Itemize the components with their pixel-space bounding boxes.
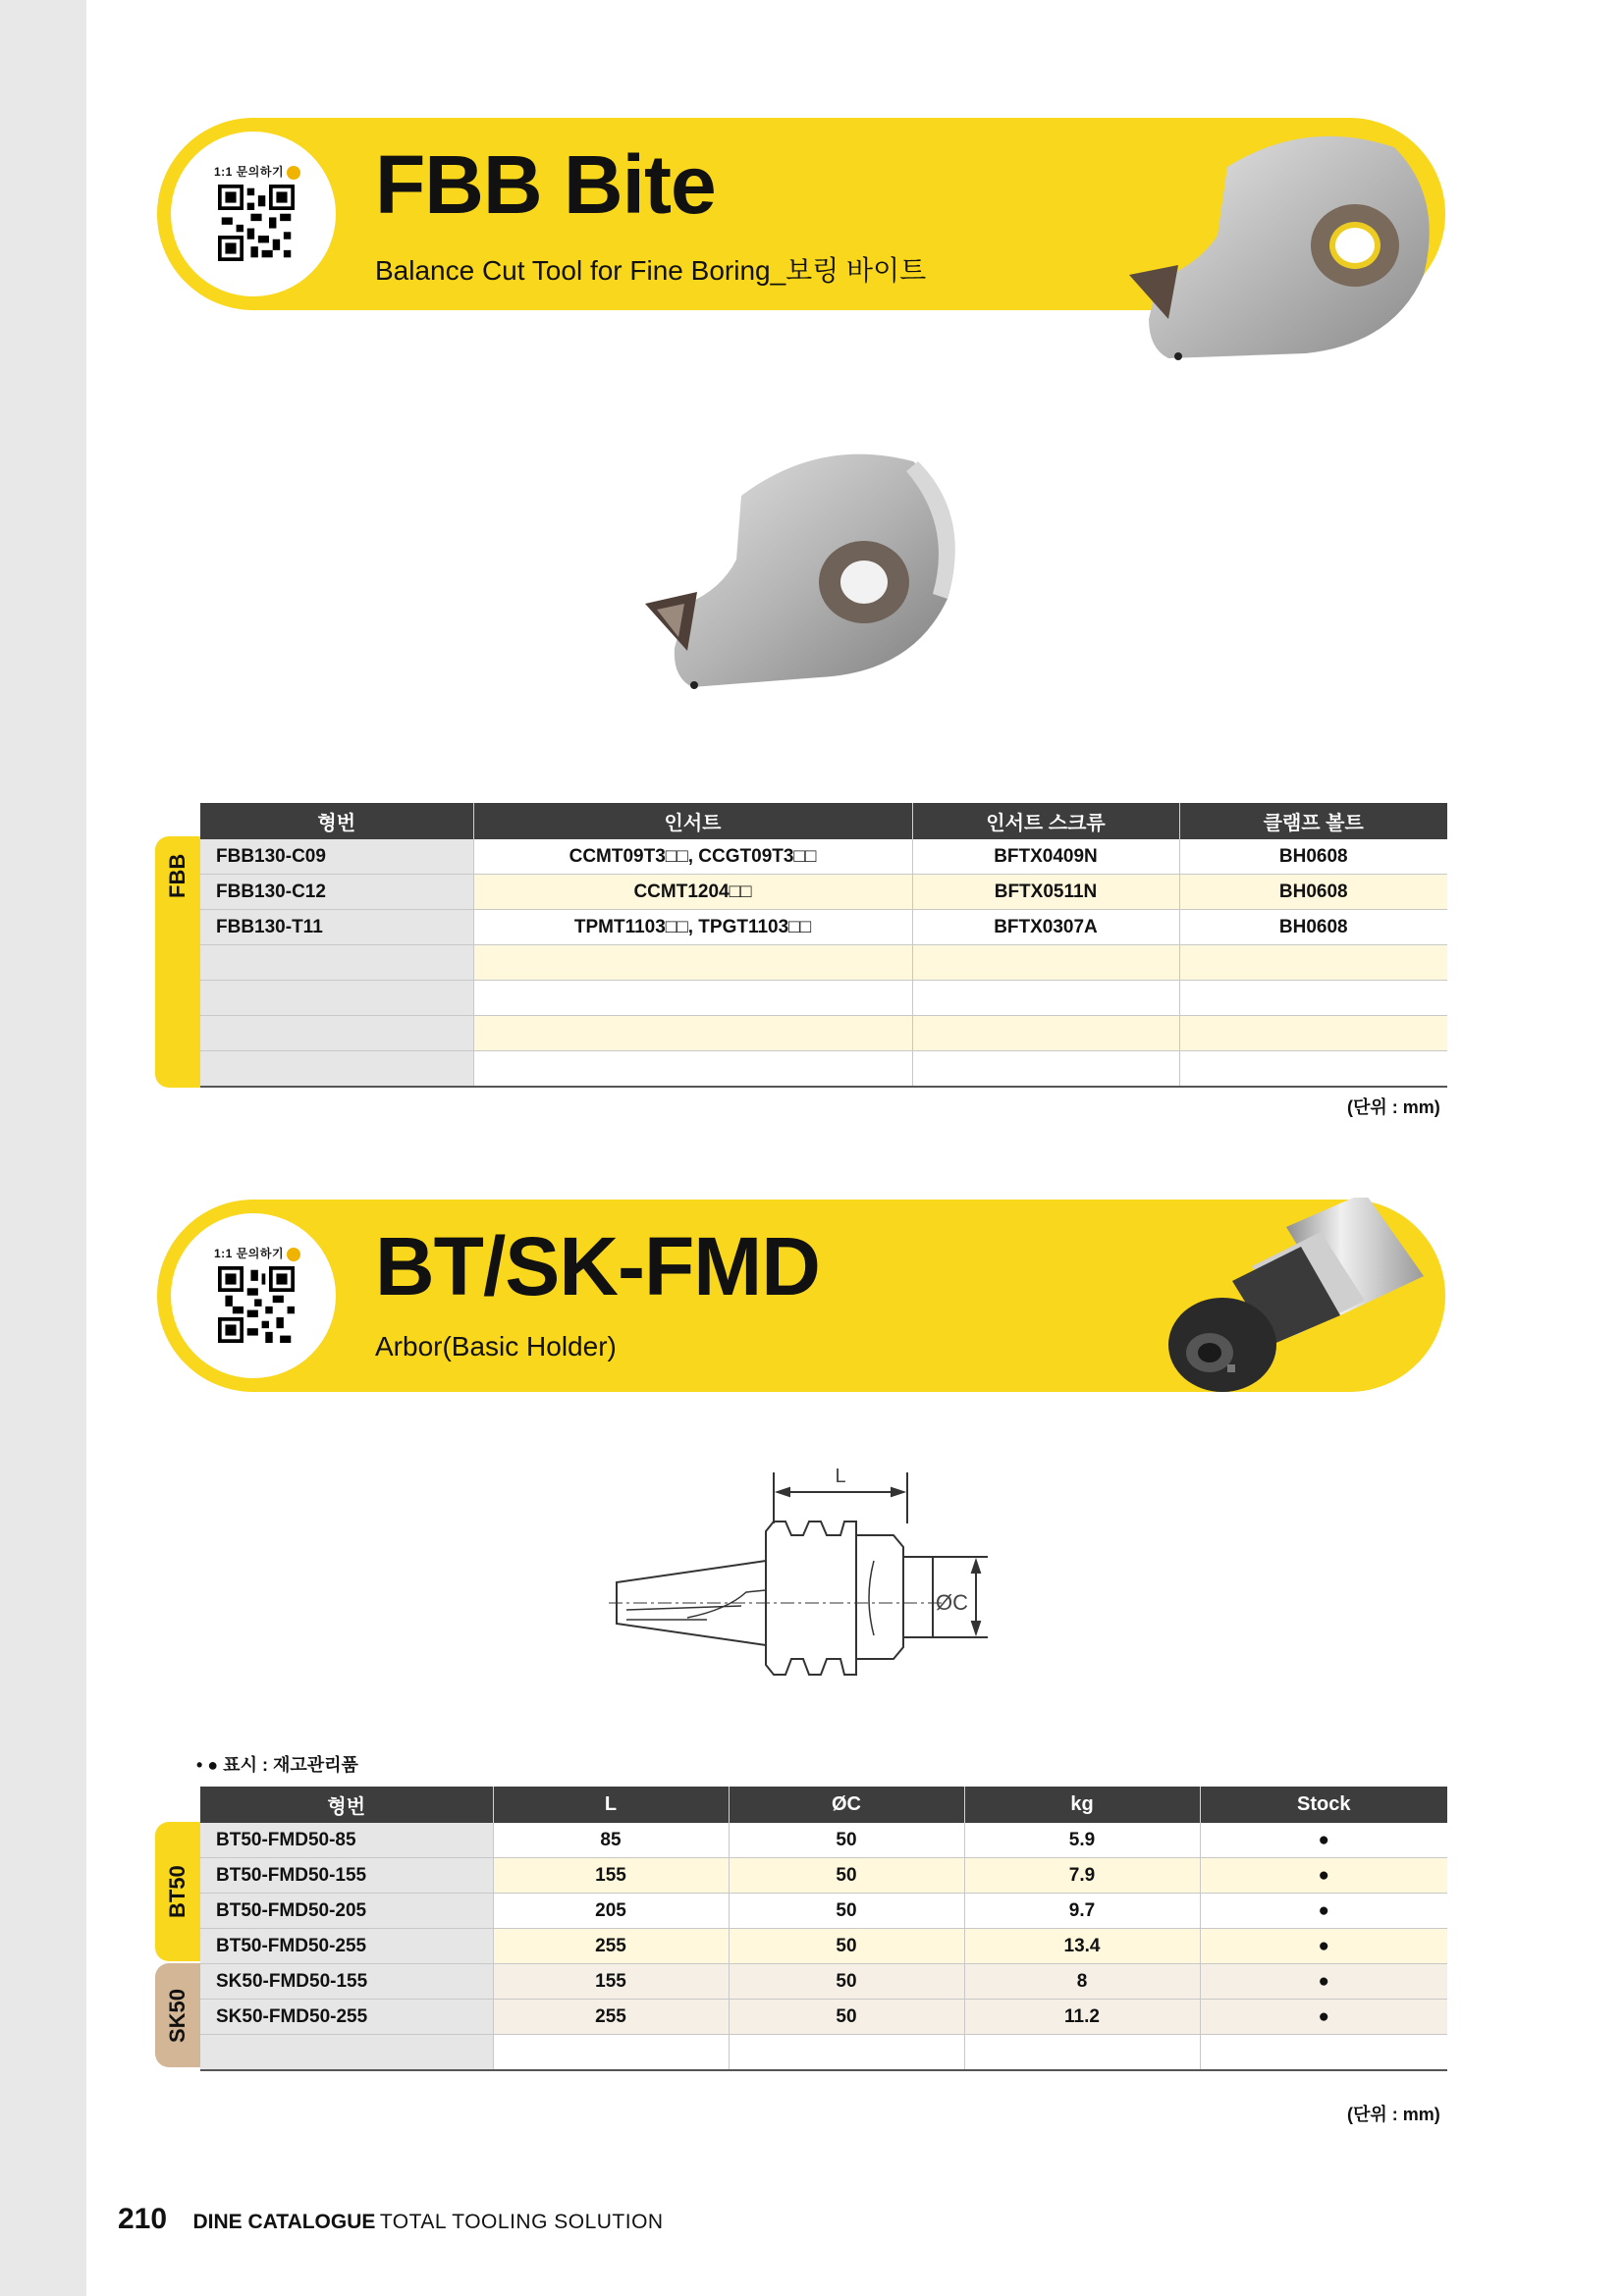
col-header-model: 형번	[200, 803, 473, 839]
model-cell: SK50-FMD50-255	[200, 2000, 493, 2035]
length-cell: 85	[493, 1823, 729, 1858]
model-cell: BT50-FMD50-205	[200, 1894, 493, 1929]
fbb-bite-product-image	[633, 437, 977, 702]
qr-label: 1:1 문의하기	[214, 163, 300, 180]
model-cell	[200, 981, 473, 1016]
stock-cell: ●	[1200, 1858, 1447, 1894]
bolt-cell: BH0608	[1179, 839, 1447, 875]
catalogue-tagline: TOTAL TOOLING SOLUTION	[379, 2211, 664, 2233]
model-cell: BT50-FMD50-155	[200, 1858, 493, 1894]
section-title: FBB Bite	[375, 138, 716, 231]
screw-cell: BFTX0307A	[912, 910, 1179, 945]
table-row	[200, 839, 1447, 875]
table-row	[200, 910, 1447, 945]
weight-cell: 8	[964, 1964, 1200, 2000]
stock-cell: ●	[1200, 1964, 1447, 2000]
weight-cell: 13.4	[964, 1929, 1200, 1964]
table-row	[200, 2035, 1447, 2071]
group-label-sk50: SK50	[165, 1988, 189, 2043]
section-title: BT/SK-FMD	[375, 1220, 820, 1312]
table-row	[200, 875, 1447, 910]
chat-icon	[287, 166, 300, 180]
table-row	[200, 2000, 1447, 2035]
model-cell	[200, 1016, 473, 1051]
model-cell: FBB130-T11	[200, 910, 473, 945]
table-header-row	[200, 1787, 1447, 1823]
weight-cell: 9.7	[964, 1894, 1200, 1929]
qr-code-icon	[218, 1266, 295, 1343]
length-cell: 155	[493, 1858, 729, 1894]
table-header-row	[200, 803, 1447, 839]
bolt-cell	[1179, 981, 1447, 1016]
model-cell: BT50-FMD50-85	[200, 1823, 493, 1858]
diameter-cell: 50	[729, 1858, 964, 1894]
fmd-spec-table	[200, 1787, 1447, 2071]
stock-legend: • ● 표시 : 재고관리품	[196, 1755, 358, 1775]
length-cell: 255	[493, 2000, 729, 2035]
stock-cell: ●	[1200, 1929, 1447, 1964]
group-tab-sk50	[155, 1963, 200, 2067]
dim-label-C: ØC	[936, 1590, 968, 1615]
diameter-cell: 50	[729, 1964, 964, 2000]
section-subtitle: Arbor(Basic Holder)	[375, 1331, 617, 1362]
qr-badge[interactable]	[171, 132, 336, 296]
table-row	[200, 1894, 1447, 1929]
screw-cell	[912, 981, 1179, 1016]
stock-cell: ●	[1200, 2000, 1447, 2035]
col-header-insert-screw: 인서트 스크류	[912, 803, 1179, 839]
qr-label: 1:1 문의하기	[214, 1245, 300, 1261]
insert-cell: CCMT1204□□	[473, 875, 912, 910]
screw-cell	[912, 1016, 1179, 1051]
col-header-insert: 인서트	[473, 803, 912, 839]
insert-cell	[473, 945, 912, 981]
insert-cell	[473, 1016, 912, 1051]
bolt-cell: BH0608	[1179, 875, 1447, 910]
weight-cell	[964, 2035, 1200, 2071]
model-cell: FBB130-C12	[200, 875, 473, 910]
insert-cell	[473, 981, 912, 1016]
model-cell	[200, 1051, 473, 1088]
col-header-model: 형번	[200, 1787, 493, 1823]
group-tab-bt50	[155, 1822, 200, 1961]
length-cell: 255	[493, 1929, 729, 1964]
table-row	[200, 1858, 1447, 1894]
diameter-cell	[729, 2035, 964, 2071]
model-cell: BT50-FMD50-255	[200, 1929, 493, 1964]
group-label: FBB	[165, 853, 189, 898]
model-cell: FBB130-C09	[200, 839, 473, 875]
diameter-cell: 50	[729, 1894, 964, 1929]
diameter-cell: 50	[729, 1823, 964, 1858]
bolt-cell	[1179, 1051, 1447, 1088]
weight-cell: 7.9	[964, 1858, 1200, 1894]
fmd-technical-drawing	[599, 1463, 1031, 1718]
page-footer	[118, 2203, 664, 2236]
table-row	[200, 981, 1447, 1016]
side-strip	[0, 0, 86, 2296]
weight-cell: 11.2	[964, 2000, 1200, 2035]
length-cell: 155	[493, 1964, 729, 2000]
bolt-cell	[1179, 1016, 1447, 1051]
model-cell	[200, 2035, 493, 2071]
table-row	[200, 945, 1447, 981]
col-header-diameter: ØC	[729, 1787, 964, 1823]
col-header-length: L	[493, 1787, 729, 1823]
unit-note: (단위 : mm)	[1347, 2105, 1440, 2124]
stock-cell: ●	[1200, 1894, 1447, 1929]
table-row	[200, 1051, 1447, 1088]
fbb-spec-table	[200, 803, 1447, 1088]
unit-note: (단위 : mm)	[1347, 1097, 1440, 1117]
table-row	[200, 1964, 1447, 2000]
model-cell: SK50-FMD50-155	[200, 1964, 493, 2000]
group-tab-fbb	[155, 836, 200, 1088]
screw-cell: BFTX0409N	[912, 839, 1179, 875]
col-header-stock: Stock	[1200, 1787, 1447, 1823]
table-row	[200, 1016, 1447, 1051]
fmd-holder-banner-image	[1139, 1198, 1434, 1433]
diameter-cell: 50	[729, 1929, 964, 1964]
stock-cell: ●	[1200, 1823, 1447, 1858]
screw-cell	[912, 945, 1179, 981]
length-cell: 205	[493, 1894, 729, 1929]
length-cell	[493, 2035, 729, 2071]
screw-cell: BFTX0511N	[912, 875, 1179, 910]
table-row	[200, 1823, 1447, 1858]
chat-icon	[287, 1248, 300, 1261]
section-subtitle: Balance Cut Tool for Fine Boring_보링 바이트	[375, 255, 927, 286]
col-header-clamp-bolt: 클램프 볼트	[1179, 803, 1447, 839]
insert-cell: CCMT09T3□□, CCGT09T3□□	[473, 839, 912, 875]
screw-cell	[912, 1051, 1179, 1088]
stock-cell	[1200, 2035, 1447, 2071]
catalogue-name: DINE CATALOGUE	[192, 2211, 376, 2233]
insert-cell	[473, 1051, 912, 1088]
bolt-cell: BH0608	[1179, 910, 1447, 945]
fbb-bite-banner-image	[1110, 108, 1443, 373]
qr-badge[interactable]	[171, 1213, 336, 1378]
model-cell	[200, 945, 473, 981]
weight-cell: 5.9	[964, 1823, 1200, 1858]
diameter-cell: 50	[729, 2000, 964, 2035]
col-header-weight: kg	[964, 1787, 1200, 1823]
insert-cell: TPMT1103□□, TPGT1103□□	[473, 910, 912, 945]
table-row	[200, 1929, 1447, 1964]
dim-label-L: L	[835, 1466, 846, 1487]
page-number: 210	[118, 2203, 168, 2235]
bolt-cell	[1179, 945, 1447, 981]
group-label-bt50: BT50	[165, 1865, 189, 1918]
qr-code-icon	[218, 185, 295, 261]
